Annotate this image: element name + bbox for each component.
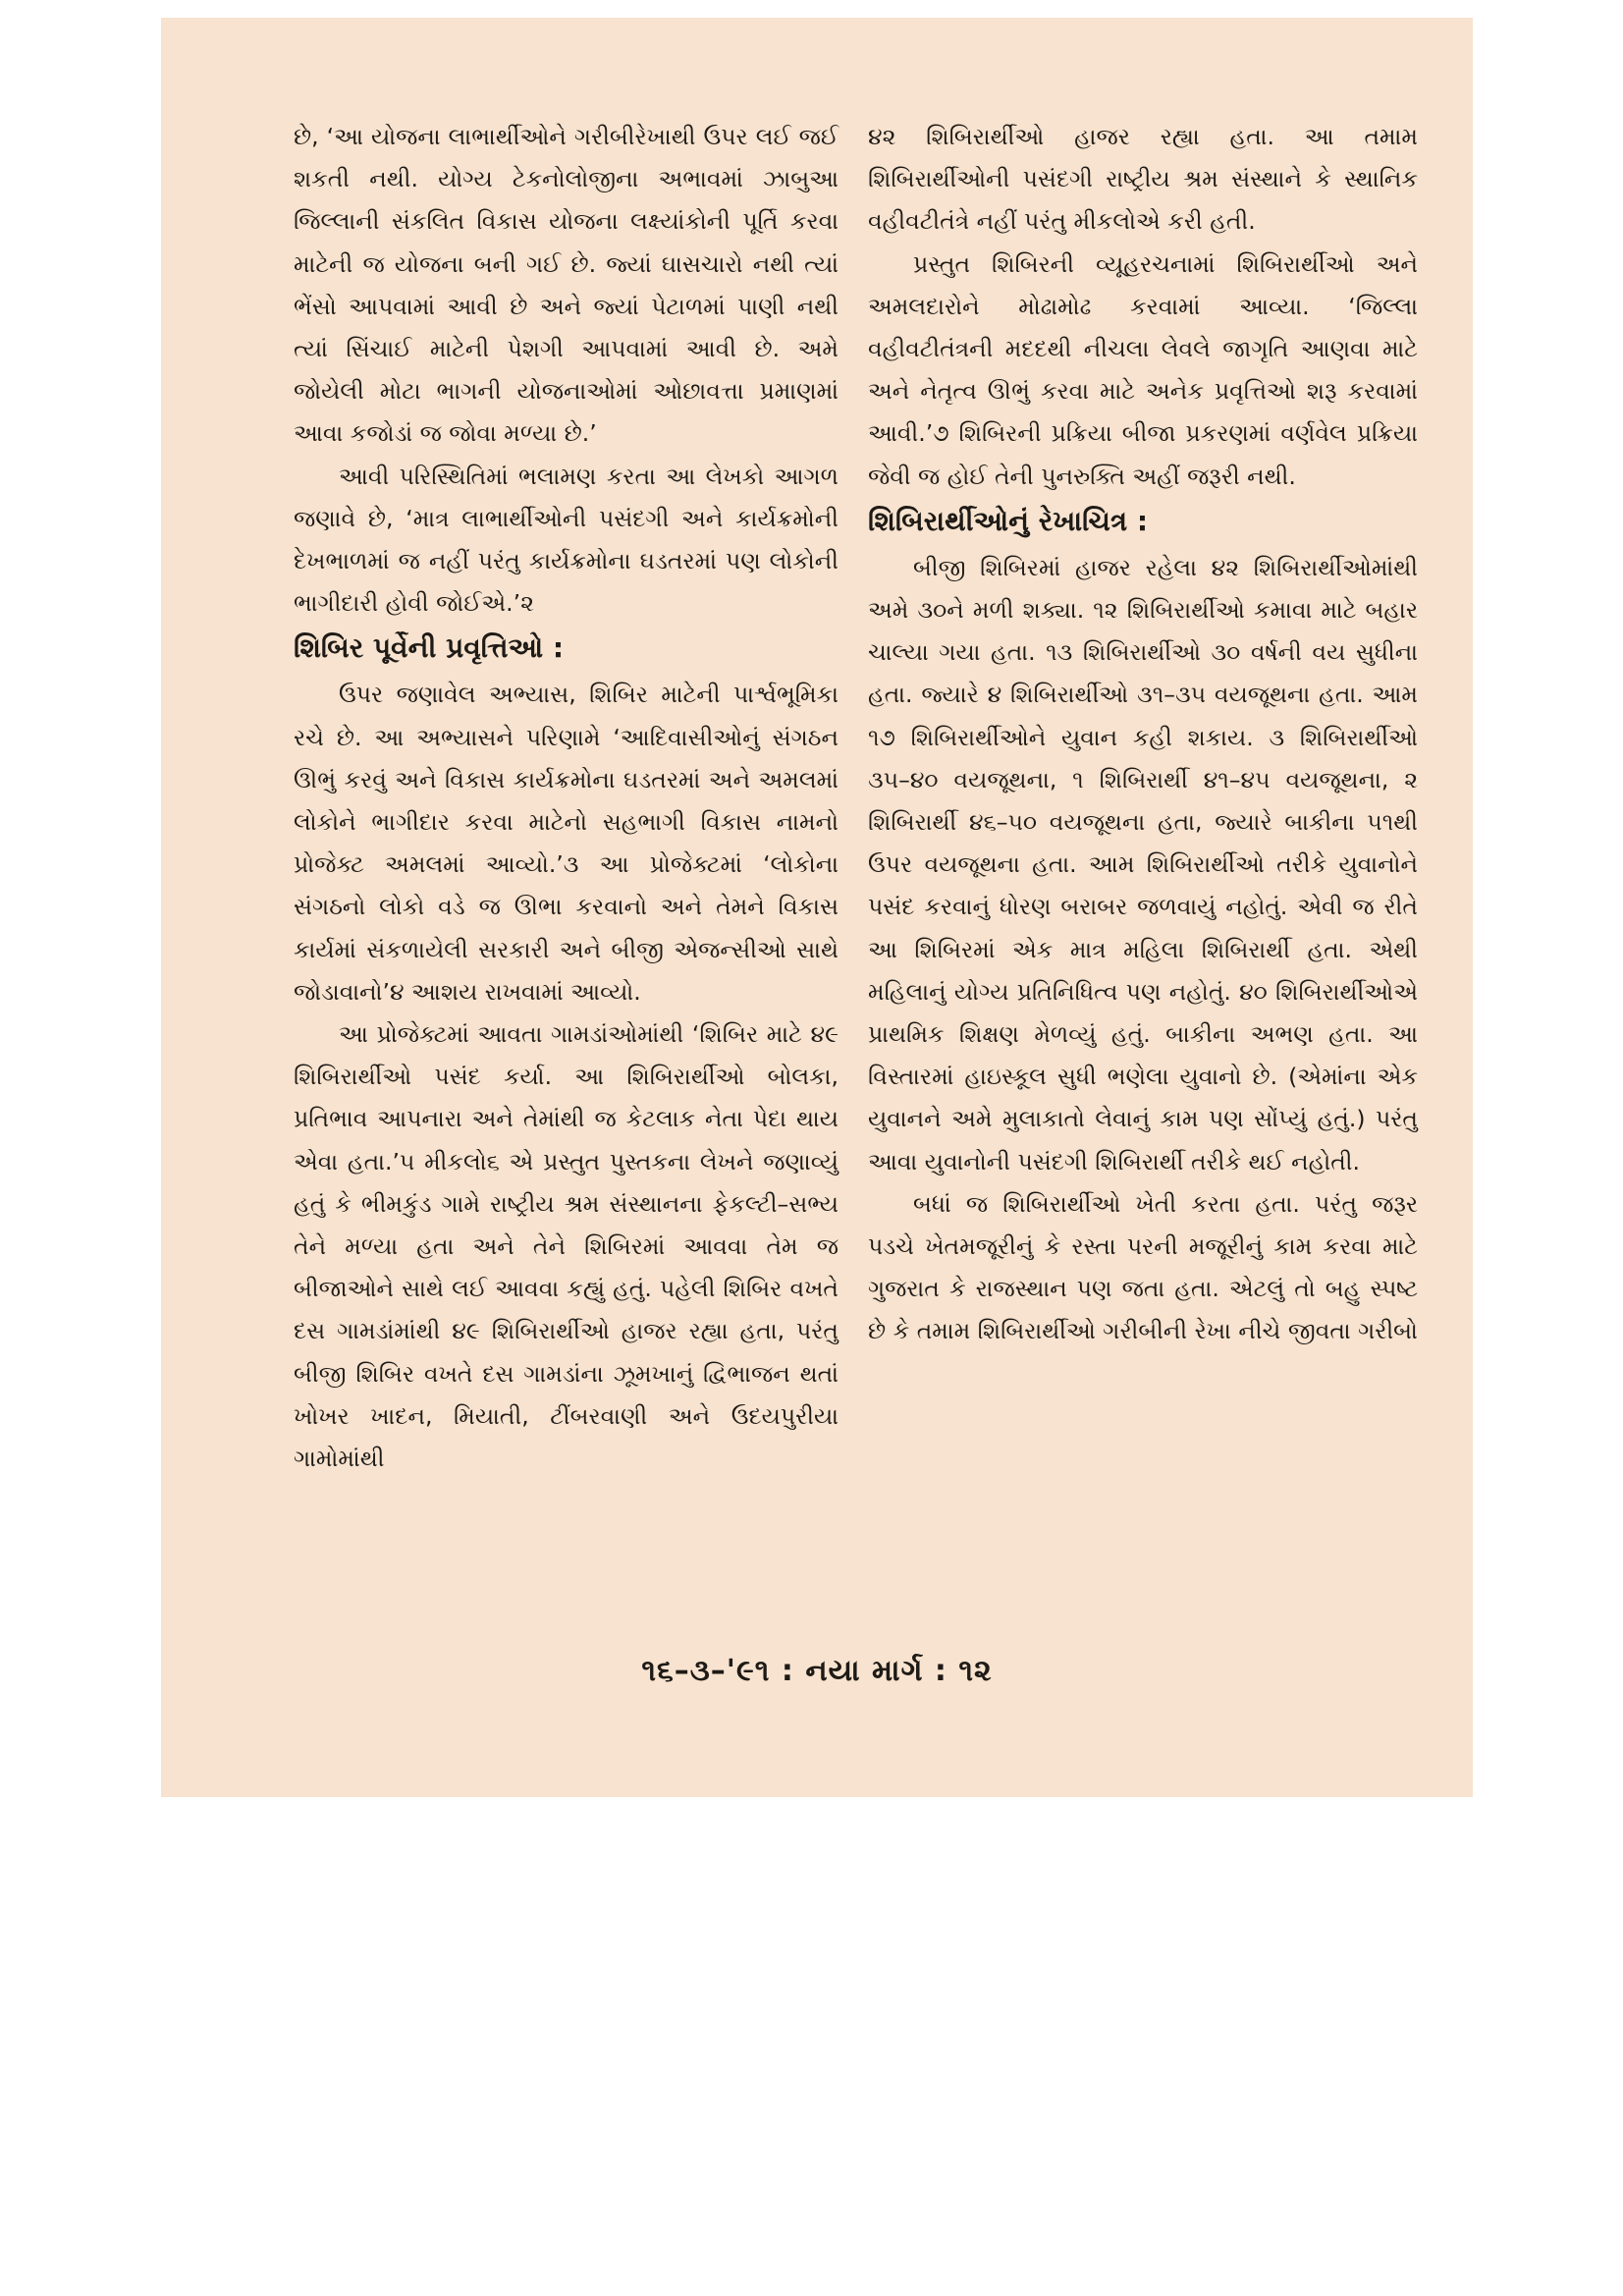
page-footer: ૧૬–૩–'૯૧ : નયા માર્ગ : ૧૨ (641, 1654, 993, 1688)
right-column (868, 116, 1418, 1353)
paragraph: ઉપર જણાવેલ અભ્યાસ, શિબિર માટેની પાર્શ્વભૂમિકા રચે છે. આ અભ્યાસને પરિણામે ‘આદિવાસીઓનું સંગઠન ઊભું કરવું અને વિકાસ કાર્યક્રમોના ઘડતરમાં અને અમલમાં લોકોને ભાગીદાર કરવા માટેનો સહભાગી વિકાસ નામનો પ્રોજેક્ટ અમલમાં આવ્યો.’૩ આ પ્રોજેક્ટમાં ‘લોકોના સંગઠનો લોકો વડે જ ઊભા કરવાનો અને તેમને વિકાસ કાર્યમાં સંકળાયેલી સરકારી અને બીજી એજન્સીઓ સાથે જોડાવાનો’૪ આશય રાખવામાં આવ્યો. (294, 681, 839, 1006)
paragraph: બીજી શિબિરમાં હાજર રહેલા ૪૨ શિબિરાર્થીઓમાંથી અમે ૩૦ને મળી શક્યા. ૧૨ શિબિરાર્થીઓ કમાવા માટે બહાર ચાલ્યા ગયા હતા. ૧૩ શિબિરાર્થીઓ ૩૦ વર્ષની વય સુધીના હતા. જ્યારે ૪ શિબિરાર્થીઓ ૩૧–૩૫ વયજૂથના હતા. આમ ૧૭ શિબિરાર્થીઓને યુવાન કહી શકાય. ૩ શિબિરાર્થીઓ ૩૫–૪૦ વયજૂથના, ૧ શિબિરાર્થી ૪૧–૪૫ વયજૂથના, ૨ શિબિરાર્થી ૪૬–૫૦ વયજૂથના હતા, જ્યારે બાકીના ૫૧થી ઉપર વયજૂથના હતા. આમ શિબિરાર્થીઓ તરીકે યુવાનોને પસંદ કરવાનું ધોરણ બરાબર જળવાયું નહોતું. એવી જ રીતે આ શિબિરમાં એક માત્ર મહિલા શિબિરાર્થી હતા. એથી મહિલાનું યોગ્ય પ્રતિનિધિત્વ પણ નહોતું. ૪૦ શિબિરાર્થીઓએ પ્રાથમિક શિક્ષણ મેળવ્યું હતું. બાકીના અભણ હતા. આ વિસ્તારમાં હાઇસ્કૂલ સુધી ભણેલા યુવાનો છે. (એમાંના એક યુવાનને અમે મુલાકાતો લેવાનું કામ પણ સોંપ્યું હતું.) પરંતુ આવા યુવાનોની પસંદગી શિબિરાર્થી તરીકે થઈ નહોતી. (868, 553, 1418, 1175)
paragraph: છે, ‘આ યોજના લાભાર્થીઓને ગરીબીરેખાથી ઉપર લઈ જઈ શકતી નથી. યોગ્ય ટેકનોલોજીના અભાવમાં ઝાબુઆ જિલ્લાની સંકલિત વિકાસ યોજના લક્ષ્યાંકોની પૂર્તિ કરવા માટેની જ યોજના બની ગઈ છે. જ્યાં ઘાસચારો નથી ત્યાં ભેંસો આપવામાં આવી છે અને જ્યાં પેટાળમાં પાણી નથી ત્યાં સિંચાઈ માટેની પેશગી આપવામાં આવી છે. અમે જોયેલી મોટા ભાગની યોજનાઓમાં ઓછાવત્તા પ્રમાણમાં આવા કજોડાં જ જોવા મળ્યા છે.’ (294, 123, 839, 448)
paragraph: બધાં જ શિબિરાર્થીઓ ખેતી કરતા હતા. પરંતુ જરૂર પડચે ખેતમજૂરીનું કે રસ્તા પરની મજૂરીનું કામ કરવા માટે ગુજરાત કે રાજસ્થાન પણ જતા હતા. એટલું તો બહુ સ્પષ્ટ છે કે તમામ શિબિરાર્થીઓ ગરીબીની રેખા નીચે જીવતા ગરીબો (868, 1189, 1418, 1345)
paragraph: આ પ્રોજેક્ટમાં આવતા ગામડાંઓમાંથી ‘શિબિર માટે ૪૯ શિબિરાર્થીઓ પસંદ કર્યા. આ શિબિરાર્થીઓ બોલકા, પ્રતિભાવ આપનારા અને તેમાંથી જ કેટલાક નેતા પેદા થાય એવા હતા.’૫ મીકલો૬ એ પ્રસ્તુત પુસ્તકના લેખને જણાવ્યું હતું કે ભીમકુંડ ગામે રાષ્ટ્રીય શ્રમ સંસ્થાનના ફેકલ્ટી–સભ્ય તેને મળ્યા હતા અને તેને શિબિરમાં આવવા તેમ જ બીજાઓને સાથે લઈ આવવા કહ્યું હતું. પહેલી શિબિર વખતે દસ ગામડાંમાંથી ૪૯ શિબિરાર્થીઓ હાજર રહ્યા હતા, પરંતુ બીજી શિબિર વખતે દસ ગામડાંના ઝૂમખાનું દ્વિભાજન થતાં ખોખર ખાદન, મિયાતી, ટીંબરવાણી અને ઉદયપુરીયા ગામોમાંથી (294, 1020, 839, 1473)
section-heading: શિબિરાર્થીઓનું રેખાચિત્ર : (868, 504, 1149, 537)
paragraph: આવી પરિસ્થિતિમાં ભલામણ કરતા આ લેખકો આગળ જણાવે છે, ‘માત્ર લાભાર્થીઓની પસંદગી અને કાર્યક્રમોની દેખભાળમાં જ નહીં પરંતુ કાર્યક્રમોના ઘડતરમાં પણ લોકોની ભાગીદારી હોવી જોઈએ.’૨ (294, 462, 839, 618)
section-heading: શિબિર પૂર્વેની પ્રવૃત્તિઓ : (294, 631, 565, 665)
left-column (294, 116, 839, 1480)
paragraph: ૪૨ શિબિરાર્થીઓ હાજર રહ્યા હતા. આ તમામ શિબિરાર્થીઓની પસંદગી રાષ્ટ્રીય શ્રમ સંસ્થાને કે સ્થાનિક વહીવટીતંત્રે નહીં પરંતુ મીકલોએ કરી હતી. (868, 123, 1418, 236)
paragraph: પ્રસ્તુત શિબિરની વ્યૂહરચનામાં શિબિરાર્થીઓ અને અમલદારોને મોઢામોઢ કરવામાં આવ્યા. ‘જિલ્લા વહીવટીતંત્રની મદદથી નીચલા લેવલે જાગૃતિ આણવા માટે અને નેતૃત્વ ઊભું કરવા માટે અનેક પ્રવૃત્તિઓ શરૂ કરવામાં આવી.’૭ શિબિરની પ્રક્રિયા બીજા પ્રકરણમાં વર્ણવેલ પ્રક્રિયા જેવી જ હોઈ તેની પુનરુક્તિ અહીં જરૂરી નથી. (868, 249, 1418, 490)
page-sheet (161, 18, 1473, 1797)
